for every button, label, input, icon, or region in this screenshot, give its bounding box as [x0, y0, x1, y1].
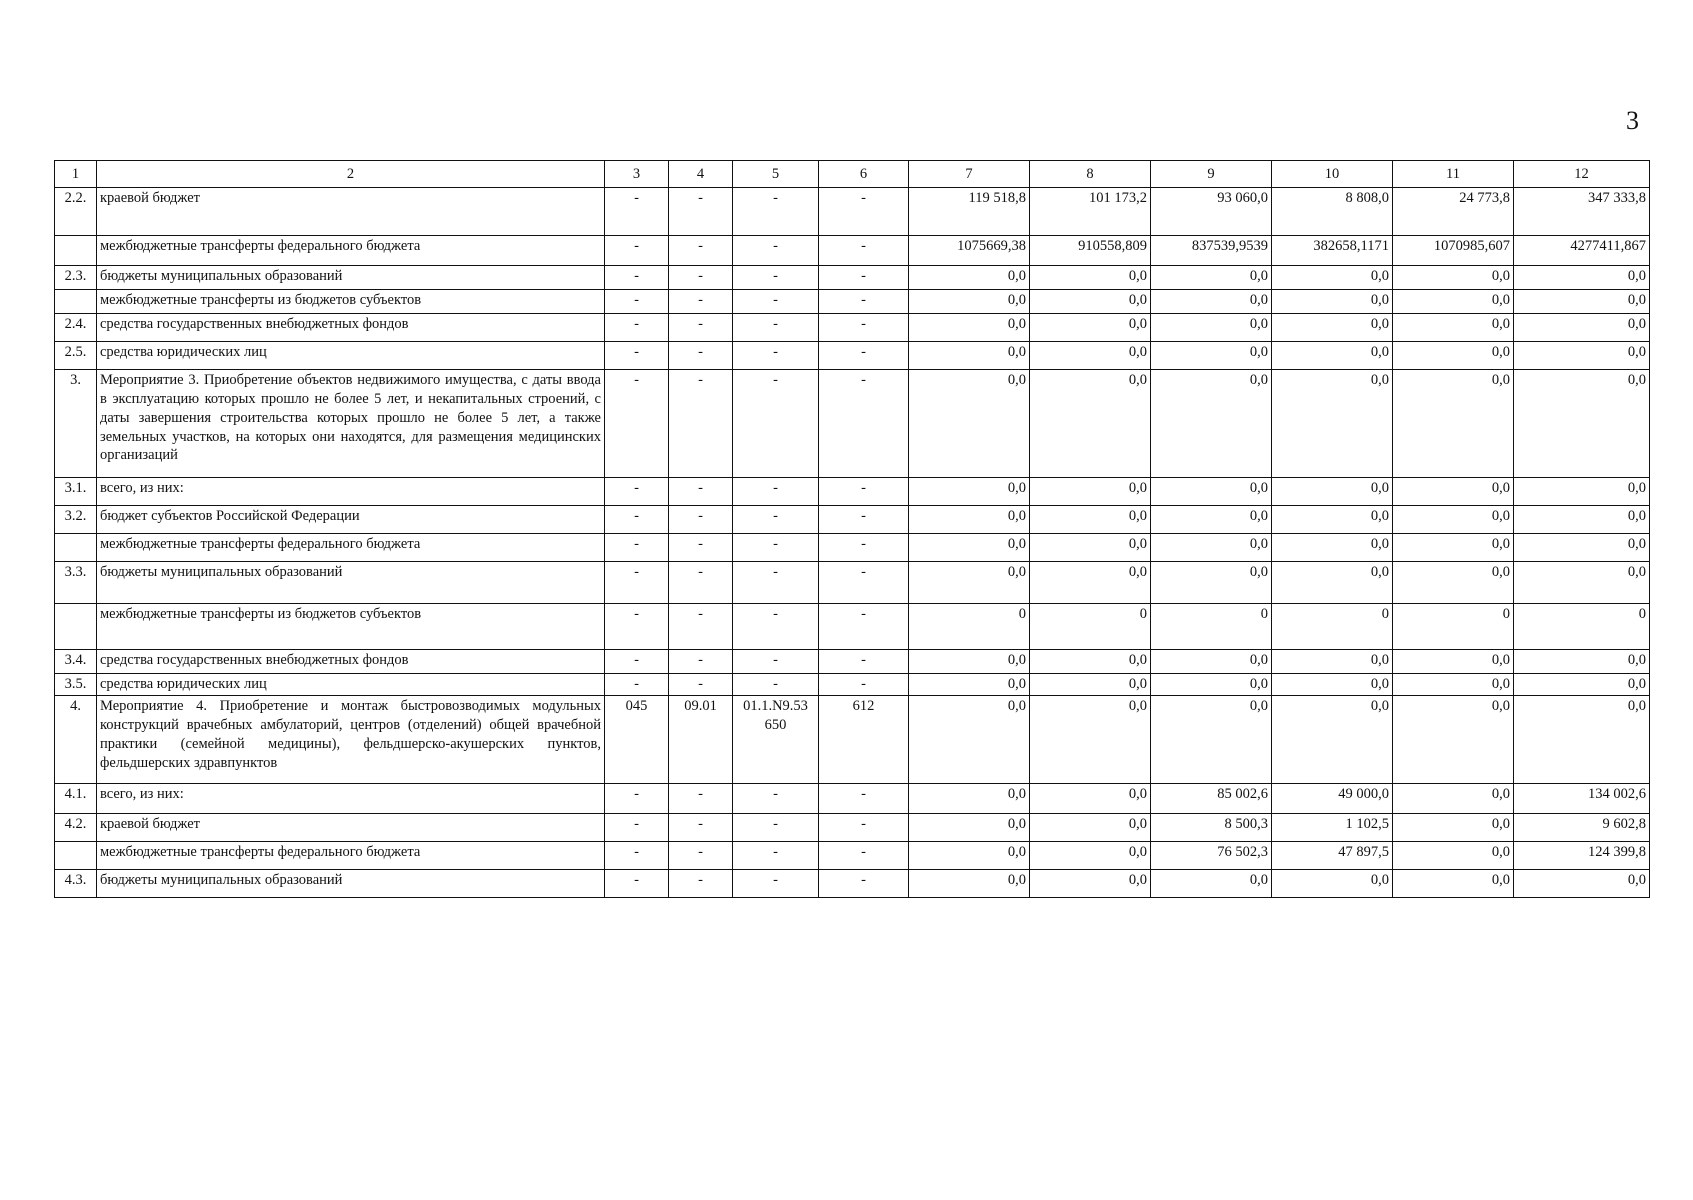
value-cell-col-10: 0,0: [1272, 534, 1393, 562]
code-cell-3: -: [605, 604, 669, 650]
header-cell: 11: [1393, 161, 1514, 188]
code-cell-4: -: [669, 314, 733, 342]
code-cell-6: -: [819, 814, 909, 842]
header-cell: 7: [909, 161, 1030, 188]
value-cell-col-7: 0,0: [909, 842, 1030, 870]
value-cell-col-9: 85 002,6: [1151, 784, 1272, 814]
code-cell-6: -: [819, 370, 909, 478]
code-cell-5: -: [733, 342, 819, 370]
value-cell-col-8: 0,0: [1030, 814, 1151, 842]
code-cell-6: -: [819, 784, 909, 814]
table-row: [55, 814, 1650, 842]
code-cell-5: -: [733, 842, 819, 870]
value-cell-col-11: 0,0: [1393, 814, 1514, 842]
value-cell-col-7: 0,0: [909, 266, 1030, 290]
row-description-cell: бюджеты муниципальных образований: [97, 266, 605, 290]
value-cell-col-7: 0,0: [909, 342, 1030, 370]
value-cell-col-10: 0,0: [1272, 370, 1393, 478]
code-cell-5: -: [733, 478, 819, 506]
code-cell-3: -: [605, 650, 669, 674]
row-description-cell: краевой бюджет: [97, 814, 605, 842]
table-row: [55, 188, 1650, 236]
row-number-cell: 3.5.: [55, 674, 97, 696]
row-number-cell: 3.2.: [55, 506, 97, 534]
row-number-cell: 4.2.: [55, 814, 97, 842]
value-cell-col-7: 0,0: [909, 674, 1030, 696]
value-cell-col-11: 0,0: [1393, 562, 1514, 604]
value-cell-col-12: 0,0: [1514, 674, 1650, 696]
code-cell-4: -: [669, 188, 733, 236]
row-description-cell: средства юридических лиц: [97, 674, 605, 696]
code-cell-6: -: [819, 604, 909, 650]
value-cell-col-12: 0,0: [1514, 650, 1650, 674]
value-cell-col-8: 0,0: [1030, 266, 1151, 290]
value-cell-col-12: 134 002,6: [1514, 784, 1650, 814]
value-cell-col-11: 0: [1393, 604, 1514, 650]
code-cell-4: 09.01: [669, 696, 733, 784]
code-cell-6: -: [819, 506, 909, 534]
value-cell-col-12: 0: [1514, 604, 1650, 650]
code-cell-5: -: [733, 604, 819, 650]
value-cell-col-8: 0,0: [1030, 842, 1151, 870]
row-number-cell: 3.4.: [55, 650, 97, 674]
value-cell-col-12: 0,0: [1514, 478, 1650, 506]
row-description-cell: межбюджетные трансферты из бюджетов субъектов: [97, 290, 605, 314]
value-cell-col-8: 0,0: [1030, 696, 1151, 784]
value-cell-col-9: 8 500,3: [1151, 814, 1272, 842]
row-description-cell: всего, из них:: [97, 478, 605, 506]
value-cell-col-9: 0,0: [1151, 314, 1272, 342]
value-cell-col-8: 0,0: [1030, 562, 1151, 604]
value-cell-col-12: 0,0: [1514, 290, 1650, 314]
code-cell-5: -: [733, 370, 819, 478]
value-cell-col-10: 0,0: [1272, 290, 1393, 314]
code-cell-6: -: [819, 236, 909, 266]
value-cell-col-12: 0,0: [1514, 314, 1650, 342]
header-cell: 8: [1030, 161, 1151, 188]
value-cell-col-7: 0,0: [909, 370, 1030, 478]
value-cell-col-7: 0,0: [909, 478, 1030, 506]
code-cell-3: -: [605, 842, 669, 870]
code-cell-5: -: [733, 784, 819, 814]
row-description-cell: межбюджетные трансферты федерального бюджета: [97, 236, 605, 266]
value-cell-col-11: 0,0: [1393, 290, 1514, 314]
value-cell-col-11: 0,0: [1393, 506, 1514, 534]
value-cell-col-10: 0,0: [1272, 870, 1393, 898]
code-cell-6: -: [819, 562, 909, 604]
value-cell-col-8: 0,0: [1030, 342, 1151, 370]
value-cell-col-11: 0,0: [1393, 370, 1514, 478]
table-row: [55, 342, 1650, 370]
code-cell-3: -: [605, 266, 669, 290]
code-cell-3: -: [605, 506, 669, 534]
row-number-cell: [55, 842, 97, 870]
value-cell-col-8: 0,0: [1030, 674, 1151, 696]
code-cell-4: -: [669, 842, 733, 870]
value-cell-col-11: 0,0: [1393, 674, 1514, 696]
value-cell-col-8: 0,0: [1030, 290, 1151, 314]
value-cell-col-7: 1075669,38: [909, 236, 1030, 266]
value-cell-col-11: 0,0: [1393, 314, 1514, 342]
code-cell-6: 612: [819, 696, 909, 784]
code-cell-3: -: [605, 236, 669, 266]
value-cell-col-10: 0,0: [1272, 478, 1393, 506]
code-cell-3: -: [605, 290, 669, 314]
table-row: [55, 674, 1650, 696]
value-cell-col-8: 0,0: [1030, 314, 1151, 342]
code-cell-3: -: [605, 870, 669, 898]
value-cell-col-8: 0,0: [1030, 870, 1151, 898]
row-description-cell: средства государственных внебюджетных фондов: [97, 650, 605, 674]
code-cell-3: 045: [605, 696, 669, 784]
code-cell-4: -: [669, 290, 733, 314]
code-cell-4: -: [669, 342, 733, 370]
value-cell-col-11: 0,0: [1393, 478, 1514, 506]
code-cell-3: -: [605, 370, 669, 478]
value-cell-col-8: 0,0: [1030, 784, 1151, 814]
value-cell-col-9: 0,0: [1151, 266, 1272, 290]
code-cell-4: -: [669, 534, 733, 562]
code-cell-4: -: [669, 478, 733, 506]
table-row: [55, 266, 1650, 290]
code-cell-3: -: [605, 188, 669, 236]
table-row: [55, 562, 1650, 604]
code-cell-3: -: [605, 814, 669, 842]
value-cell-col-7: 0,0: [909, 562, 1030, 604]
code-cell-4: -: [669, 562, 733, 604]
row-number-cell: 2.4.: [55, 314, 97, 342]
row-number-cell: 3.: [55, 370, 97, 478]
code-cell-5: -: [733, 188, 819, 236]
table-row: [55, 842, 1650, 870]
row-description-cell: всего, из них:: [97, 784, 605, 814]
code-cell-3: -: [605, 314, 669, 342]
code-cell-4: -: [669, 266, 733, 290]
value-cell-col-8: 0,0: [1030, 650, 1151, 674]
code-cell-3: -: [605, 784, 669, 814]
row-number-cell: 3.3.: [55, 562, 97, 604]
header-cell: 10: [1272, 161, 1393, 188]
value-cell-col-10: 0,0: [1272, 506, 1393, 534]
value-cell-col-7: 0,0: [909, 650, 1030, 674]
table-row: [55, 236, 1650, 266]
header-cell: 12: [1514, 161, 1650, 188]
page-number: 3: [1626, 106, 1639, 135]
value-cell-col-11: 0,0: [1393, 842, 1514, 870]
row-number-cell: [55, 604, 97, 650]
code-cell-6: -: [819, 314, 909, 342]
value-cell-col-9: 0: [1151, 604, 1272, 650]
code-cell-5: -: [733, 534, 819, 562]
table-row: [55, 370, 1650, 478]
value-cell-col-7: 0,0: [909, 290, 1030, 314]
code-cell-4: -: [669, 870, 733, 898]
value-cell-col-10: 0,0: [1272, 674, 1393, 696]
header-row: [55, 161, 1650, 188]
row-description-cell: межбюджетные трансферты из бюджетов субъектов: [97, 604, 605, 650]
code-cell-4: -: [669, 784, 733, 814]
value-cell-col-9: 93 060,0: [1151, 188, 1272, 236]
row-description-cell: средства государственных внебюджетных фондов: [97, 314, 605, 342]
code-cell-3: -: [605, 342, 669, 370]
code-cell-6: -: [819, 342, 909, 370]
header-cell: 9: [1151, 161, 1272, 188]
header-cell: 5: [733, 161, 819, 188]
header-cell: 4: [669, 161, 733, 188]
value-cell-col-9: 837539,9539: [1151, 236, 1272, 266]
value-cell-col-10: 0,0: [1272, 650, 1393, 674]
value-cell-col-11: 0,0: [1393, 266, 1514, 290]
code-cell-4: -: [669, 236, 733, 266]
row-description-cell: Мероприятие 4. Приобретение и монтаж быстровозводимых модульных конструкций врачебных амбулаторий, центров (отделений) общей врачебной практики (семейной медицины), фельдшерско-акушерских пунктов, фельдшерских здравпунктов: [97, 696, 605, 784]
value-cell-col-9: 0,0: [1151, 534, 1272, 562]
code-cell-3: -: [605, 562, 669, 604]
value-cell-col-10: 1 102,5: [1272, 814, 1393, 842]
code-cell-5: -: [733, 506, 819, 534]
code-cell-5: -: [733, 674, 819, 696]
header-cell: 6: [819, 161, 909, 188]
table-row: [55, 534, 1650, 562]
value-cell-col-8: 101 173,2: [1030, 188, 1151, 236]
value-cell-col-9: 0,0: [1151, 478, 1272, 506]
table-row: [55, 784, 1650, 814]
value-cell-col-10: 49 000,0: [1272, 784, 1393, 814]
value-cell-col-11: 0,0: [1393, 342, 1514, 370]
code-cell-3: -: [605, 674, 669, 696]
row-number-cell: 2.3.: [55, 266, 97, 290]
row-number-cell: 3.1.: [55, 478, 97, 506]
row-number-cell: 2.2.: [55, 188, 97, 236]
value-cell-col-7: 0,0: [909, 314, 1030, 342]
value-cell-col-7: 0,0: [909, 506, 1030, 534]
code-cell-4: -: [669, 650, 733, 674]
row-number-cell: [55, 534, 97, 562]
header-cell: 3: [605, 161, 669, 188]
code-cell-5: -: [733, 266, 819, 290]
row-description-cell: бюджеты муниципальных образований: [97, 870, 605, 898]
value-cell-col-10: 0,0: [1272, 266, 1393, 290]
table-row: [55, 870, 1650, 898]
code-cell-6: -: [819, 674, 909, 696]
value-cell-col-8: 0: [1030, 604, 1151, 650]
value-cell-col-7: 0,0: [909, 870, 1030, 898]
value-cell-col-12: 124 399,8: [1514, 842, 1650, 870]
value-cell-col-10: 0,0: [1272, 342, 1393, 370]
value-cell-col-8: 0,0: [1030, 478, 1151, 506]
code-cell-4: -: [669, 370, 733, 478]
code-cell-5: -: [733, 290, 819, 314]
row-number-cell: 4.3.: [55, 870, 97, 898]
value-cell-col-11: 24 773,8: [1393, 188, 1514, 236]
value-cell-col-11: 0,0: [1393, 696, 1514, 784]
value-cell-col-7: 0,0: [909, 814, 1030, 842]
row-number-cell: [55, 290, 97, 314]
row-description-cell: бюджет субъектов Российской Федерации: [97, 506, 605, 534]
table-row: [55, 506, 1650, 534]
value-cell-col-12: 9 602,8: [1514, 814, 1650, 842]
header-cell: 2: [97, 161, 605, 188]
row-description-cell: краевой бюджет: [97, 188, 605, 236]
code-cell-5: -: [733, 314, 819, 342]
value-cell-col-8: 910558,809: [1030, 236, 1151, 266]
table-row: [55, 478, 1650, 506]
value-cell-col-10: 47 897,5: [1272, 842, 1393, 870]
row-number-cell: 4.: [55, 696, 97, 784]
value-cell-col-11: 0,0: [1393, 650, 1514, 674]
row-description-cell: межбюджетные трансферты федерального бюджета: [97, 534, 605, 562]
table-row: [55, 696, 1650, 784]
value-cell-col-7: 0,0: [909, 696, 1030, 784]
code-cell-5: -: [733, 870, 819, 898]
value-cell-col-10: 0,0: [1272, 696, 1393, 784]
value-cell-col-9: 0,0: [1151, 870, 1272, 898]
value-cell-col-10: 8 808,0: [1272, 188, 1393, 236]
row-number-cell: 4.1.: [55, 784, 97, 814]
value-cell-col-12: 0,0: [1514, 506, 1650, 534]
table-row: [55, 604, 1650, 650]
code-cell-6: -: [819, 870, 909, 898]
value-cell-col-9: 0,0: [1151, 506, 1272, 534]
code-cell-5: 01.1.N9.53 650: [733, 696, 819, 784]
value-cell-col-11: 0,0: [1393, 534, 1514, 562]
value-cell-col-9: 0,0: [1151, 650, 1272, 674]
table-row: [55, 314, 1650, 342]
code-cell-5: -: [733, 650, 819, 674]
value-cell-col-8: 0,0: [1030, 370, 1151, 478]
value-cell-col-12: 0,0: [1514, 342, 1650, 370]
value-cell-col-7: 0: [909, 604, 1030, 650]
value-cell-col-7: 119 518,8: [909, 188, 1030, 236]
value-cell-col-10: 0: [1272, 604, 1393, 650]
value-cell-col-12: 347 333,8: [1514, 188, 1650, 236]
value-cell-col-10: 0,0: [1272, 562, 1393, 604]
value-cell-col-10: 0,0: [1272, 314, 1393, 342]
code-cell-6: -: [819, 534, 909, 562]
row-description-cell: средства юридических лиц: [97, 342, 605, 370]
code-cell-6: -: [819, 290, 909, 314]
code-cell-5: -: [733, 236, 819, 266]
row-description-cell: межбюджетные трансферты федерального бюджета: [97, 842, 605, 870]
value-cell-col-12: 0,0: [1514, 562, 1650, 604]
value-cell-col-8: 0,0: [1030, 534, 1151, 562]
code-cell-6: -: [819, 478, 909, 506]
table-row: [55, 650, 1650, 674]
code-cell-6: -: [819, 266, 909, 290]
value-cell-col-12: 0,0: [1514, 534, 1650, 562]
code-cell-5: -: [733, 562, 819, 604]
value-cell-col-9: 0,0: [1151, 370, 1272, 478]
value-cell-col-12: 4277411,867: [1514, 236, 1650, 266]
code-cell-4: -: [669, 506, 733, 534]
value-cell-col-7: 0,0: [909, 784, 1030, 814]
row-description-cell: бюджеты муниципальных образований: [97, 562, 605, 604]
value-cell-col-9: 0,0: [1151, 674, 1272, 696]
row-description-cell: Мероприятие 3. Приобретение объектов недвижимого имущества, с даты ввода в эксплуатацию которых прошло не более 5 лет, и некапитальных строений, с даты завершения строительства которых прошло не более 5 лет, а также земельных участков, на которых они находятся, для размещения медицинских организаций: [97, 370, 605, 478]
value-cell-col-11: 0,0: [1393, 870, 1514, 898]
value-cell-col-9: 0,0: [1151, 290, 1272, 314]
value-cell-col-12: 0,0: [1514, 696, 1650, 784]
header-cell: 1: [55, 161, 97, 188]
code-cell-4: -: [669, 674, 733, 696]
code-cell-5: -: [733, 814, 819, 842]
value-cell-col-8: 0,0: [1030, 506, 1151, 534]
row-number-cell: [55, 236, 97, 266]
value-cell-col-9: 0,0: [1151, 342, 1272, 370]
code-cell-6: -: [819, 842, 909, 870]
value-cell-col-7: 0,0: [909, 534, 1030, 562]
value-cell-col-9: 0,0: [1151, 562, 1272, 604]
table-row: [55, 290, 1650, 314]
budget-table: [54, 160, 1650, 898]
value-cell-col-10: 382658,1171: [1272, 236, 1393, 266]
code-cell-3: -: [605, 478, 669, 506]
value-cell-col-9: 0,0: [1151, 696, 1272, 784]
value-cell-col-11: 0,0: [1393, 784, 1514, 814]
code-cell-3: -: [605, 534, 669, 562]
row-number-cell: 2.5.: [55, 342, 97, 370]
code-cell-6: -: [819, 650, 909, 674]
value-cell-col-12: 0,0: [1514, 870, 1650, 898]
value-cell-col-11: 1070985,607: [1393, 236, 1514, 266]
value-cell-col-9: 76 502,3: [1151, 842, 1272, 870]
code-cell-4: -: [669, 604, 733, 650]
value-cell-col-12: 0,0: [1514, 266, 1650, 290]
code-cell-6: -: [819, 188, 909, 236]
code-cell-4: -: [669, 814, 733, 842]
value-cell-col-12: 0,0: [1514, 370, 1650, 478]
